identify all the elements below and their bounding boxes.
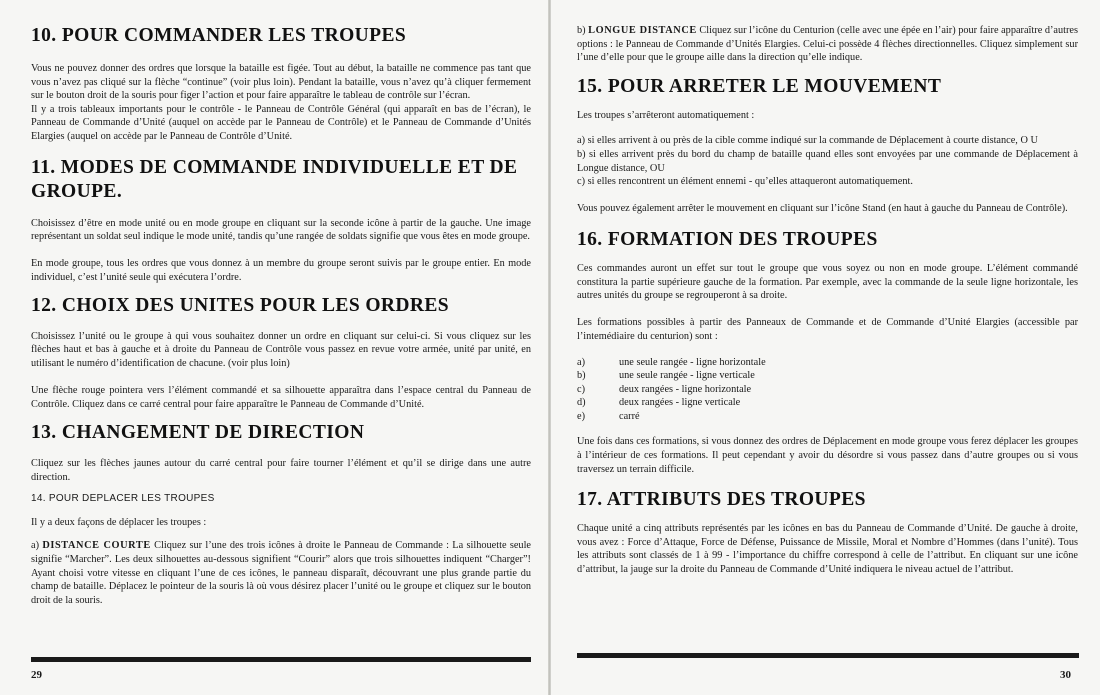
right-page [551,0,1100,695]
left-page [0,0,549,695]
section-11-title-line-2: GROUPE. [31,180,123,202]
section-13-paragraph-1: Cliquez sur les flèches jaunes autour du carré central pour faire tourner l’élément et qu’il se dirige dans une autre direction. [31,458,531,483]
left-page-number: 29 [31,669,42,681]
list-item: a) une seule rangée - ligne horizontale [577,356,766,368]
section-17-paragraph-1: Chaque unité a cinq attributs représentés par les icônes en bas du Panneau de Commande d’Unité. De gauche à droite, vous avez : Force d’Attaque, Force de Défense, Puissance de Missile, Moral et Nombre d’Hommes (dans l’unité). Tous les attributs sont classés de 1 à 99 - l’importance du chiffre correspond à celle de l’attribut. En cliquant sur une icône d’attribut, la jauge sur la droite du Panneau de Commande d’Unité indiquera le niveau actuel de l’attribut. [577,523,1078,576]
section-16-paragraph-3: Une fois dans ces formations, si vous donnez des ordres de Déplacement en mode groupe vous ferez déplacer les groupes à l’intérieur de ces formations. Il peut cependant y avoir du désordre si vous passez dans d’autre groupes ou si vous traversez un terrain difficile. [577,436,1078,475]
list-item: d) deux rangées - ligne verticale [577,397,741,409]
section-14-title: 14. POUR DEPLACER LES TROUPES [31,493,215,505]
section-13-title: 13. CHANGEMENT DE DIRECTION [31,422,365,444]
section-12-title: 12. CHOIX DES UNITES POUR LES ORDRES [31,294,450,316]
section-11-paragraph-1: Choisissez d’être en mode unité ou en mode groupe en cliquant sur la seconde icône à partir de la gauche. Une image représentant un soldat seul indique le mode unité, tandis qu’une rangée de soldats signifie que vous êtes en mode groupe. [31,217,531,243]
section-11-paragraph-2: En mode groupe, tous les ordres que vous donnez à un membre du groupe seront suivis par le groupe entier. En mode individuel, c’est l’unité seule qui exécutera l’ordre. [31,258,531,283]
formation-list [577,356,1078,424]
section-15-condition-b: b) si elles arrivent près du bord du champ de bataille quand elles sont envoyées par une commande de Déplacement à Longue distance, OU [577,148,1078,174]
option-a-label: a) [31,540,43,552]
section-16-paragraph-1: Ces commandes auront un effet sur tout le groupe que vous soyez ou non en mode groupe. L’élément commandé constitura la partie supérieure gauche de la formation. Par exemple, avec la commande de la seule ligne horizontale, les autres unités du groupe se regrouperont à sa droite. [577,262,1078,302]
option-a-heading: DISTANCE COURTE [42,540,151,552]
section-15-paragraph-1: Les troupes s’arrêteront automatiquement : [577,109,755,121]
left-footer-rule [31,657,531,662]
section-10-title: 10. POUR COMMANDER LES TROUPES [31,25,407,46]
section-10-paragraph-2: Il y a trois tableaux importants pour le contrôle - le Panneau de Contrôle Général (qui apparaît en bas de l’écran), le Panneau de Commande d’Unité (auquel on accède par le Panneau de Contrôle) et le Panneau de Commande d’Unités Elargies (auquel on accède par le Panneau de Contrôle d’Unité. [31,103,531,142]
section-15-paragraph-3: Vous pouvez également arrêter le mouvement en cliquant sur l’icône Stand (en haut à gauche du Panneau de Contrôle). [577,203,1068,215]
section-15-condition-a: a) si elles arrivent à ou près de la cible comme indiqué sur la commande de Déplacement à courte distance, O U [577,135,1038,147]
list-item: b) une seule rangée - ligne verticale [577,370,755,382]
section-17-title: 17. ATTRIBUTS DES TROUPES [577,489,866,511]
option-b-label: b) [577,25,589,36]
section-12-paragraph-1: Choisissez l’unité ou le groupe à qui vous souhaitez donner un ordre en cliquant sur celui-ci. Si vous cliquez sur les flèches haut et bas à gauche et à droite du Panneau de Contrôle vous passez en revue votre armée, unité par unité, en utilisant le numéro d’identification de chacune. (voir plus loin) [31,330,531,369]
section-15-condition-c: c) si elles rencontrent un élément ennemi - qu’elles attaqueront automatiquement. [577,176,913,188]
right-footer-rule [577,653,1079,658]
section-16-paragraph-2: Les formations possibles à partir des Panneaux de Commande et de Commande d’Unité Elargies (accessible par l’intemédiaire du centurion) sont : [577,317,1078,342]
option-a-text: Cliquez sur l’une des trois icônes à droite le Panneau de Commande : La silhouette seule signifie “Marcher”. Les deux silhouettes au-dessous signifient “Courir” alors que trois silhouettes indiquent “Charger”! Ayant choisi votre vitesse en cliquant l’une de ces icônes, le panneau disparaît, découvrant une plus grande partie du champ de bataille. Déplacez le pointeur de la souris là où vous désirez placer l’unité ou le groupe et cliquez sur le bouton droit de la souris. [31,540,531,606]
section-11-title-line-1: 11. MODES DE COMMANDE INDIVIDUELLE ET DE [31,156,518,178]
section-12-paragraph-2: Une flèche rouge pointera vers l’élément commandé et sa silhouette apparaîtra dans l’espace central du Panneau de Contrôle. Cliquez dans ce carré central pour faire apparaître le Panneau de Commande d’Unité. [31,384,531,410]
option-b-text: Cliquez sur l’icône du Centurion (celle avec une épée en l’air) pour faire apparaître d’autres options : le Panneau de Commande d’Unités Elargies. Celui-ci possède 4 flèches directionnelles. Cliquez simplement sur l’une d’elle pour que le groupe aille dans la direction qu’elle indique. [577,25,1079,64]
section-10-paragraph-1: Vous ne pouvez donner des ordres que lorsque la bataille est figée. Tout au début, la bataille ne commence pas tant que vous n’avez pas cliqué sur la flèche “continue” (voir plus loin). Pendant la bataille, vous n’avez qu’à cliquer fermement sur le bouton droit de la souris pour figer l’action et pour faire apparaître le tableau de contrôle sur l’écran. [31,63,531,102]
list-item: c) deux rangées - ligne horizontale [577,383,752,395]
right-page-number: 30 [1060,669,1071,681]
section-14-option-b [577,24,1078,65]
option-b-heading: LONGUE DISTANCE [588,25,697,36]
list-item: e) carré [577,410,640,422]
section-14-option-a [31,539,531,607]
section-16-title: 16. FORMATION DES TROUPES [577,228,878,250]
section-15-title: 15. POUR ARRETER LE MOUVEMENT [577,75,942,97]
section-14-paragraph-1: Il y a deux façons de déplacer les troupes : [31,516,207,528]
